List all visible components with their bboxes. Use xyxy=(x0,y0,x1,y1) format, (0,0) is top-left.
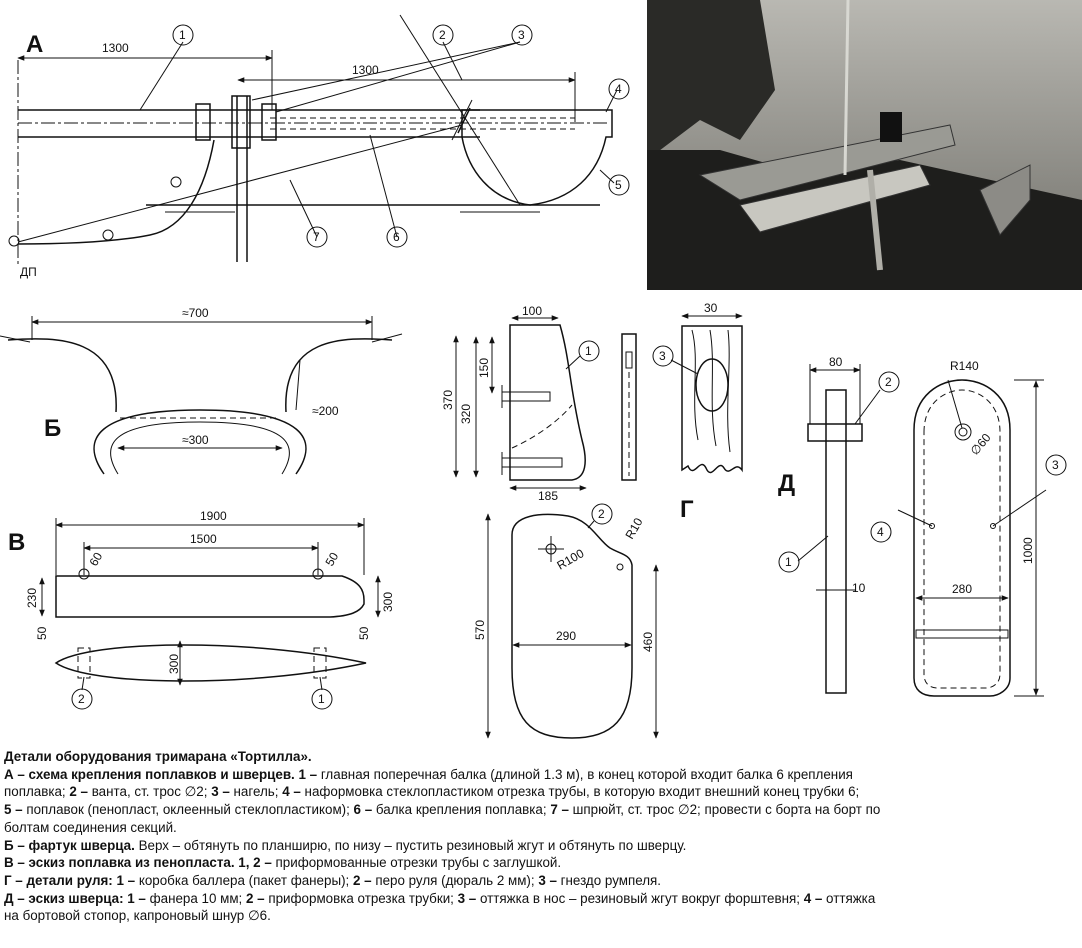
panel-g xyxy=(441,301,742,738)
panel-b xyxy=(0,306,402,474)
dim-300-side: 300 xyxy=(381,591,395,612)
dim-50-top: 50 xyxy=(322,549,342,569)
panel-v xyxy=(8,509,395,709)
dim-10: 10 xyxy=(852,581,866,595)
dim-30: 30 xyxy=(704,301,718,315)
panel-a-label: А xyxy=(26,31,44,58)
callout-d-1: 1 xyxy=(785,555,792,569)
dim-50-left: 50 xyxy=(35,626,49,640)
dim-r140: R140 xyxy=(950,359,979,373)
callout-d-3: 3 xyxy=(1052,458,1059,472)
callout-v-1: 1 xyxy=(318,692,325,706)
callout-g-2: 2 xyxy=(598,507,605,521)
dim-r10: R10 xyxy=(622,515,646,542)
dim-370: 370 xyxy=(441,389,455,410)
callout-a-6: 6 xyxy=(393,230,400,244)
panel-a xyxy=(9,15,629,279)
dim-300-plan: 300 xyxy=(167,653,181,674)
callout-g-1: 1 xyxy=(585,344,592,358)
dim-200: ≈200 xyxy=(312,404,339,418)
callout-g-3: 3 xyxy=(659,349,666,363)
dim-1900: 1900 xyxy=(200,509,227,523)
panel-g-label: Г xyxy=(680,496,694,523)
dim-280: 280 xyxy=(952,582,973,596)
dim-80: 80 xyxy=(829,355,843,369)
dim-d60: ∅60 xyxy=(967,430,994,458)
dim-1500: 1500 xyxy=(190,532,217,546)
dim-1300-left: 1300 xyxy=(102,41,129,55)
caption-g-line: Г – детали руля: 1 – коробка баллера (пакет фанеры); 2 – перо руля (дюраль 2 мм); 3 – гнездо румпеля. xyxy=(4,872,662,888)
dim-290: 290 xyxy=(556,629,577,643)
panel-v-label: В xyxy=(8,529,26,556)
dp-label: ДП xyxy=(20,265,37,279)
dim-300-b: ≈300 xyxy=(182,433,209,447)
callout-a-5: 5 xyxy=(615,178,622,192)
dim-1300-right: 1300 xyxy=(352,63,379,77)
callout-a-3: 3 xyxy=(518,28,525,42)
caption-d-line2: на бортовой стопор, капроновый шнур ∅6. xyxy=(4,908,271,924)
trimaran-photo xyxy=(647,0,1082,290)
callout-d-2: 2 xyxy=(885,375,892,389)
dim-230: 230 xyxy=(25,587,39,608)
panel-d-label: Д xyxy=(778,470,796,497)
dim-700: ≈700 xyxy=(182,306,209,320)
dim-185: 185 xyxy=(538,489,559,503)
panel-d xyxy=(778,355,1066,696)
callout-a-2: 2 xyxy=(439,28,446,42)
dim-r100: R100 xyxy=(554,546,587,573)
dim-100: 100 xyxy=(522,304,543,318)
dim-50-right: 50 xyxy=(357,626,371,640)
caption-v-line: В – эскиз поплавка из пенопласта. 1, 2 – приформованные отрезки трубы с заглушкой. xyxy=(4,855,562,871)
dim-320: 320 xyxy=(459,403,473,424)
callout-a-4: 4 xyxy=(615,82,622,96)
callout-a-1: 1 xyxy=(179,28,186,42)
dim-1000: 1000 xyxy=(1021,537,1035,564)
dim-460: 460 xyxy=(641,631,655,652)
caption-a-line3: 5 – поплавок (пенопласт, оклеенный стеклопластиком); 6 – балка крепления поплавка; 7 – шпрюйт, ст. трос ∅2; провести с борта на борт по xyxy=(4,802,881,818)
caption-a-line1: А – схема крепления поплавков и шверцев. 1 – главная поперечная балка (длиной 1.3 м), в конец которой входит балка 6 крепления xyxy=(4,766,853,782)
caption-a-line2: поплавка; 2 – ванта, ст. трос ∅2; 3 – нагель; 4 – наформовка стеклопластиком отрезка трубы, в которую входит внешний конец трубки 6; xyxy=(4,784,860,800)
caption-b-line: Б – фартук шверца. Верх – обтянуть по планширю, по низу – пустить резиновый жгут и обтянуть по шверцу. xyxy=(4,837,687,853)
caption-d-line1: Д – эскиз шверца: 1 – фанера 10 мм; 2 – приформовка отрезка трубки; 3 – оттяжка в нос – резиновый жгут вокруг форштевня; 4 – оттяжка xyxy=(4,890,876,906)
callout-a-7: 7 xyxy=(313,230,320,244)
figure-caption xyxy=(4,748,1078,925)
dim-60: 60 xyxy=(86,549,106,569)
callout-d-4: 4 xyxy=(877,525,884,539)
dim-570: 570 xyxy=(473,619,487,640)
callout-v-2: 2 xyxy=(78,692,85,706)
caption-a-line4: болтам соединения секций. xyxy=(4,819,177,835)
caption-title: Детали оборудования тримарана «Тортилла». xyxy=(4,749,312,764)
panel-b-label: Б xyxy=(44,415,62,442)
dim-150: 150 xyxy=(477,357,491,378)
